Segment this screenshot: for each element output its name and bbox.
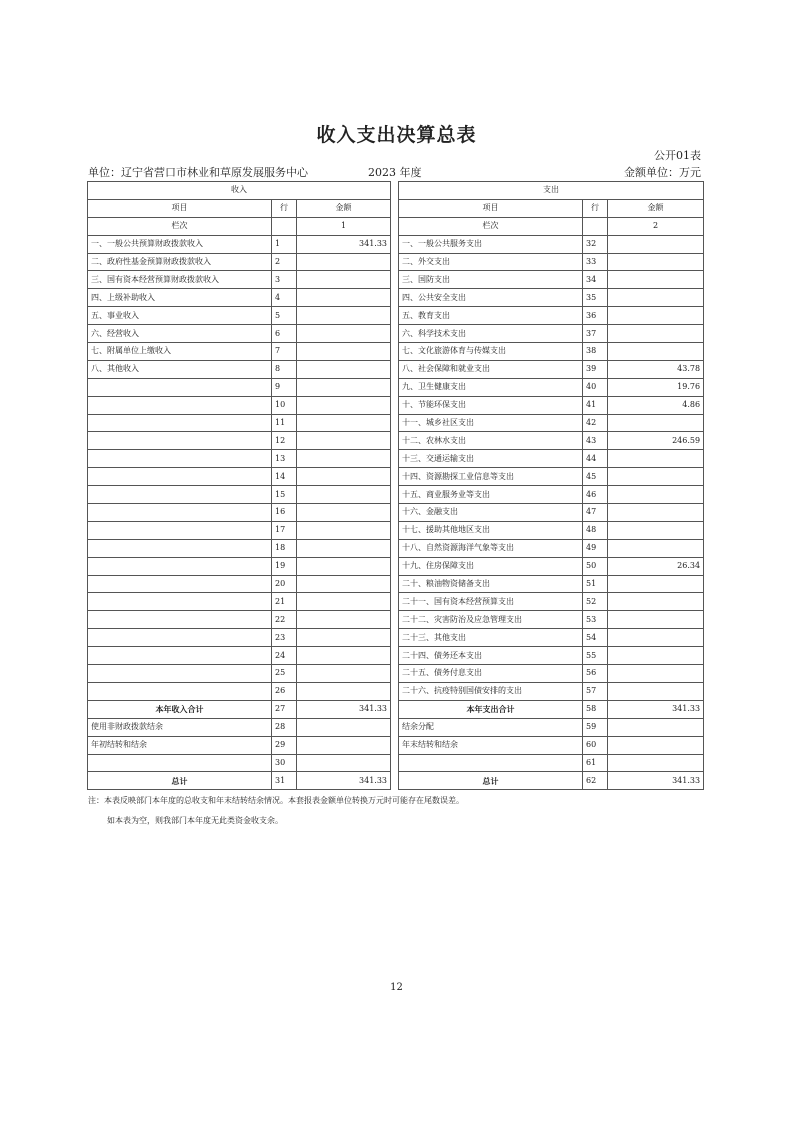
expense-item-cell: 十六、金融支出 xyxy=(399,504,583,522)
income-amount-cell xyxy=(297,521,391,539)
expense-amount-cell xyxy=(608,414,704,432)
income-amount-cell xyxy=(297,754,391,772)
income-row-number: 8 xyxy=(272,360,297,378)
expense-amount-cell xyxy=(608,486,704,504)
income-index-label: 栏次 xyxy=(88,217,272,235)
table-row xyxy=(88,557,704,575)
expense-row-number: 52 xyxy=(583,593,608,611)
table-row xyxy=(88,486,704,504)
income-row-number: 2 xyxy=(272,253,297,271)
expense-row-number: 60 xyxy=(583,736,608,754)
page-title: 收入支出决算总表 xyxy=(316,124,477,146)
expense-item-cell: 总计 xyxy=(399,772,583,790)
income-item-cell: 本年收入合计 xyxy=(88,700,272,718)
income-item-cell xyxy=(88,611,272,629)
expense-row-number: 32 xyxy=(583,235,608,253)
expense-amount-cell xyxy=(608,611,704,629)
income-amount-cell xyxy=(297,343,391,361)
income-amount-cell xyxy=(297,575,391,593)
income-amount-cell xyxy=(297,360,391,378)
income-item-header: 项目 xyxy=(88,199,272,217)
income-row-number: 31 xyxy=(272,772,297,790)
income-amount-cell xyxy=(297,450,391,468)
income-item-cell xyxy=(88,557,272,575)
table-row xyxy=(88,360,704,378)
income-row-number: 27 xyxy=(272,700,297,718)
expense-item-cell: 六、科学技术支出 xyxy=(399,325,583,343)
income-row-number: 4 xyxy=(272,289,297,307)
expense-amount-cell xyxy=(608,504,704,522)
table-row xyxy=(88,325,704,343)
expense-item-cell: 年末结转和结余 xyxy=(399,736,583,754)
table-row xyxy=(88,647,704,665)
expense-item-cell: 二十四、债务还本支出 xyxy=(399,647,583,665)
header-row-index xyxy=(88,217,704,235)
expense-row-number: 53 xyxy=(583,611,608,629)
income-item-cell: 六、经营收入 xyxy=(88,325,272,343)
income-header: 收入 xyxy=(88,182,391,200)
expense-amount-cell xyxy=(608,307,704,325)
income-item-cell xyxy=(88,468,272,486)
expense-item-cell: 一、一般公共服务支出 xyxy=(399,235,583,253)
table-row xyxy=(88,414,704,432)
expense-item-cell: 十五、商业服务业等支出 xyxy=(399,486,583,504)
expense-item-cell: 十七、援助其他地区支出 xyxy=(399,521,583,539)
expense-item-cell: 十三、交通运输支出 xyxy=(399,450,583,468)
expense-item-cell: 本年支出合计 xyxy=(399,700,583,718)
expense-item-cell: 十八、自然资源海洋气象等支出 xyxy=(399,539,583,557)
expense-row-number: 59 xyxy=(583,718,608,736)
expense-item-header: 项目 xyxy=(399,199,583,217)
expense-row-number: 43 xyxy=(583,432,608,450)
income-amount-cell: 341.33 xyxy=(297,700,391,718)
income-row-number: 21 xyxy=(272,593,297,611)
expense-amount-cell xyxy=(608,450,704,468)
income-item-cell: 三、国有资本经营预算财政拨款收入 xyxy=(88,271,272,289)
income-item-cell: 七、附属单位上缴收入 xyxy=(88,343,272,361)
expense-item-cell: 九、卫生健康支出 xyxy=(399,378,583,396)
expense-amount-cell xyxy=(608,343,704,361)
income-item-cell xyxy=(88,593,272,611)
table-row xyxy=(88,718,704,736)
table-row xyxy=(88,521,704,539)
income-amount-cell xyxy=(297,307,391,325)
expense-item-cell: 十九、住房保障支出 xyxy=(399,557,583,575)
expense-amount-cell xyxy=(608,593,704,611)
income-row-number: 14 xyxy=(272,468,297,486)
expense-row-number: 54 xyxy=(583,629,608,647)
income-item-cell: 总计 xyxy=(88,772,272,790)
expense-amount-cell xyxy=(608,682,704,700)
expense-row-number: 55 xyxy=(583,647,608,665)
expense-amount-cell: 341.33 xyxy=(608,700,704,718)
expense-item-cell: 八、社会保障和就业支出 xyxy=(399,360,583,378)
table-row xyxy=(88,396,704,414)
expense-row-number: 37 xyxy=(583,325,608,343)
income-item-cell xyxy=(88,432,272,450)
expense-row-number: 56 xyxy=(583,665,608,683)
table-id: 公开01表 xyxy=(654,149,701,162)
expense-amount-cell xyxy=(608,629,704,647)
table-row xyxy=(88,736,704,754)
income-row-header: 行 xyxy=(272,199,297,217)
table-row xyxy=(88,378,704,396)
expense-amount-cell xyxy=(608,539,704,557)
expense-row-number: 42 xyxy=(583,414,608,432)
expense-row-number: 36 xyxy=(583,307,608,325)
expense-row-number: 57 xyxy=(583,682,608,700)
income-row-number: 30 xyxy=(272,754,297,772)
income-amount-cell xyxy=(297,611,391,629)
summary-table xyxy=(87,181,704,790)
income-row-number: 23 xyxy=(272,629,297,647)
expense-amount-cell xyxy=(608,521,704,539)
income-amount-cell xyxy=(297,396,391,414)
expense-item-cell: 十四、资源勘探工业信息等支出 xyxy=(399,468,583,486)
income-row-number: 9 xyxy=(272,378,297,396)
expense-row-number: 46 xyxy=(583,486,608,504)
expense-row-number: 34 xyxy=(583,271,608,289)
table-row xyxy=(88,629,704,647)
income-item-cell: 二、政府性基金预算财政拨款收入 xyxy=(88,253,272,271)
income-amount-cell xyxy=(297,378,391,396)
money-unit-label: 金额单位：万元 xyxy=(624,166,701,179)
expense-row-number: 45 xyxy=(583,468,608,486)
expense-item-cell: 十一、城乡社区支出 xyxy=(399,414,583,432)
expense-amount-cell: 341.33 xyxy=(608,772,704,790)
income-row-number: 29 xyxy=(272,736,297,754)
note-line-1: 注：本表反映部门本年度的总收支和年末结转结余情况。本套报表金额单位转换万元时可能存在尾数误差。 xyxy=(88,796,464,805)
income-item-cell: 四、上级补助收入 xyxy=(88,289,272,307)
expense-item-cell: 五、教育支出 xyxy=(399,307,583,325)
income-item-cell: 使用非财政拨款结余 xyxy=(88,718,272,736)
expense-item-cell: 十二、农林水支出 xyxy=(399,432,583,450)
expense-amount-header: 金额 xyxy=(608,199,704,217)
table-row xyxy=(88,343,704,361)
income-item-cell xyxy=(88,682,272,700)
expense-amount-cell xyxy=(608,468,704,486)
income-row-number: 20 xyxy=(272,575,297,593)
income-item-cell xyxy=(88,504,272,522)
income-row-number: 6 xyxy=(272,325,297,343)
table-row xyxy=(88,253,704,271)
income-amount-cell xyxy=(297,539,391,557)
table-row xyxy=(88,504,704,522)
table-row xyxy=(88,700,704,718)
table-row xyxy=(88,289,704,307)
expense-row-number: 61 xyxy=(583,754,608,772)
expense-amount-cell: 26.34 xyxy=(608,557,704,575)
income-amount-cell xyxy=(297,468,391,486)
expense-amount-cell xyxy=(608,665,704,683)
expense-row-number: 50 xyxy=(583,557,608,575)
expense-item-cell: 二十六、抗疫特别国债安排的支出 xyxy=(399,682,583,700)
income-row-number: 10 xyxy=(272,396,297,414)
income-col-number: 1 xyxy=(297,217,391,235)
expense-row-number: 49 xyxy=(583,539,608,557)
expense-row-number: 44 xyxy=(583,450,608,468)
income-amount-cell xyxy=(297,665,391,683)
income-amount-cell xyxy=(297,647,391,665)
expense-col-number: 2 xyxy=(608,217,704,235)
income-amount-cell xyxy=(297,682,391,700)
expense-amount-cell: 19.76 xyxy=(608,378,704,396)
income-amount-cell xyxy=(297,593,391,611)
note-line-2: 如本表为空，则我部门本年度无此类资金收支余。 xyxy=(107,816,283,825)
expense-amount-cell xyxy=(608,754,704,772)
income-item-cell xyxy=(88,378,272,396)
page-number: 12 xyxy=(390,982,403,993)
income-amount-cell xyxy=(297,289,391,307)
income-amount-cell xyxy=(297,557,391,575)
expense-amount-cell xyxy=(608,575,704,593)
expense-amount-cell xyxy=(608,647,704,665)
income-item-cell xyxy=(88,647,272,665)
expense-item-cell: 二十、粮油物资储备支出 xyxy=(399,575,583,593)
income-item-cell xyxy=(88,450,272,468)
expense-row-header: 行 xyxy=(583,199,608,217)
income-row-number: 26 xyxy=(272,682,297,700)
expense-row-number: 33 xyxy=(583,253,608,271)
table-row xyxy=(88,539,704,557)
expense-amount-cell xyxy=(608,235,704,253)
income-item-cell xyxy=(88,575,272,593)
income-row-number: 15 xyxy=(272,486,297,504)
income-item-cell xyxy=(88,414,272,432)
income-amount-cell xyxy=(297,271,391,289)
expense-amount-cell xyxy=(608,325,704,343)
unit-label: 单位：辽宁省营口市林业和草原发展服务中心 xyxy=(88,166,308,179)
income-row-number: 24 xyxy=(272,647,297,665)
income-item-cell: 八、其他收入 xyxy=(88,360,272,378)
expense-amount-cell xyxy=(608,271,704,289)
expense-item-cell: 十、节能环保支出 xyxy=(399,396,583,414)
income-amount-cell xyxy=(297,736,391,754)
expense-item-cell: 七、文化旅游体育与传媒支出 xyxy=(399,343,583,361)
income-item-cell xyxy=(88,629,272,647)
income-row-number: 19 xyxy=(272,557,297,575)
header-row-sections xyxy=(88,182,704,200)
expense-row-number: 40 xyxy=(583,378,608,396)
income-amount-cell: 341.33 xyxy=(297,235,391,253)
income-item-cell xyxy=(88,486,272,504)
expense-item-cell: 三、国防支出 xyxy=(399,271,583,289)
expense-item-cell: 二、外交支出 xyxy=(399,253,583,271)
income-item-cell xyxy=(88,396,272,414)
expense-row-number: 48 xyxy=(583,521,608,539)
expense-row-number: 51 xyxy=(583,575,608,593)
year-label: 2023 年度 xyxy=(368,166,422,179)
header-row-columns xyxy=(88,199,704,217)
table-row xyxy=(88,307,704,325)
income-amount-cell xyxy=(297,253,391,271)
income-item-cell xyxy=(88,754,272,772)
expense-row-number: 47 xyxy=(583,504,608,522)
expense-item-cell: 二十五、债务付息支出 xyxy=(399,665,583,683)
income-row-number: 28 xyxy=(272,718,297,736)
expense-row-number: 39 xyxy=(583,360,608,378)
income-amount-cell xyxy=(297,432,391,450)
expense-amount-cell xyxy=(608,253,704,271)
income-row-number: 16 xyxy=(272,504,297,522)
table-row xyxy=(88,593,704,611)
table-row xyxy=(88,235,704,253)
expense-amount-cell: 246.59 xyxy=(608,432,704,450)
expense-row-number: 62 xyxy=(583,772,608,790)
income-amount-cell: 341.33 xyxy=(297,772,391,790)
income-item-cell xyxy=(88,665,272,683)
income-row-number: 17 xyxy=(272,521,297,539)
expense-row-number: 58 xyxy=(583,700,608,718)
income-item-cell: 年初结转和结余 xyxy=(88,736,272,754)
table-row xyxy=(88,682,704,700)
expense-amount-cell: 4.86 xyxy=(608,396,704,414)
expense-index-label: 栏次 xyxy=(399,217,583,235)
income-row-number: 25 xyxy=(272,665,297,683)
income-amount-cell xyxy=(297,718,391,736)
income-amount-cell xyxy=(297,486,391,504)
income-row-number: 5 xyxy=(272,307,297,325)
income-amount-cell xyxy=(297,414,391,432)
income-item-cell: 一、一般公共预算财政拨款收入 xyxy=(88,235,272,253)
income-amount-header: 金额 xyxy=(297,199,391,217)
expense-item-cell: 二十二、灾害防治及应急管理支出 xyxy=(399,611,583,629)
expense-amount-cell xyxy=(608,718,704,736)
income-row-number: 11 xyxy=(272,414,297,432)
expense-item-cell xyxy=(399,754,583,772)
income-item-cell xyxy=(88,521,272,539)
expense-item-cell: 二十一、国有资本经营预算支出 xyxy=(399,593,583,611)
income-item-cell: 五、事业收入 xyxy=(88,307,272,325)
income-row-number: 13 xyxy=(272,450,297,468)
income-row-number: 1 xyxy=(272,235,297,253)
income-row-number: 12 xyxy=(272,432,297,450)
table-row xyxy=(88,468,704,486)
table-row xyxy=(88,754,704,772)
expense-header: 支出 xyxy=(399,182,704,200)
table-row xyxy=(88,772,704,790)
income-amount-cell xyxy=(297,504,391,522)
table-row xyxy=(88,575,704,593)
expense-item-cell: 四、公共安全支出 xyxy=(399,289,583,307)
income-item-cell xyxy=(88,539,272,557)
expense-row-number: 38 xyxy=(583,343,608,361)
expense-item-cell: 结余分配 xyxy=(399,718,583,736)
income-row-number: 7 xyxy=(272,343,297,361)
expense-row-number: 41 xyxy=(583,396,608,414)
income-row-number: 22 xyxy=(272,611,297,629)
expense-amount-cell xyxy=(608,736,704,754)
expense-row-number: 35 xyxy=(583,289,608,307)
income-amount-cell xyxy=(297,325,391,343)
table-row xyxy=(88,432,704,450)
table-row xyxy=(88,611,704,629)
table-row xyxy=(88,271,704,289)
income-amount-cell xyxy=(297,629,391,647)
expense-amount-cell xyxy=(608,289,704,307)
expense-item-cell: 二十三、其他支出 xyxy=(399,629,583,647)
table-row xyxy=(88,450,704,468)
income-row-number: 3 xyxy=(272,271,297,289)
expense-amount-cell: 43.78 xyxy=(608,360,704,378)
table-row xyxy=(88,665,704,683)
income-row-number: 18 xyxy=(272,539,297,557)
